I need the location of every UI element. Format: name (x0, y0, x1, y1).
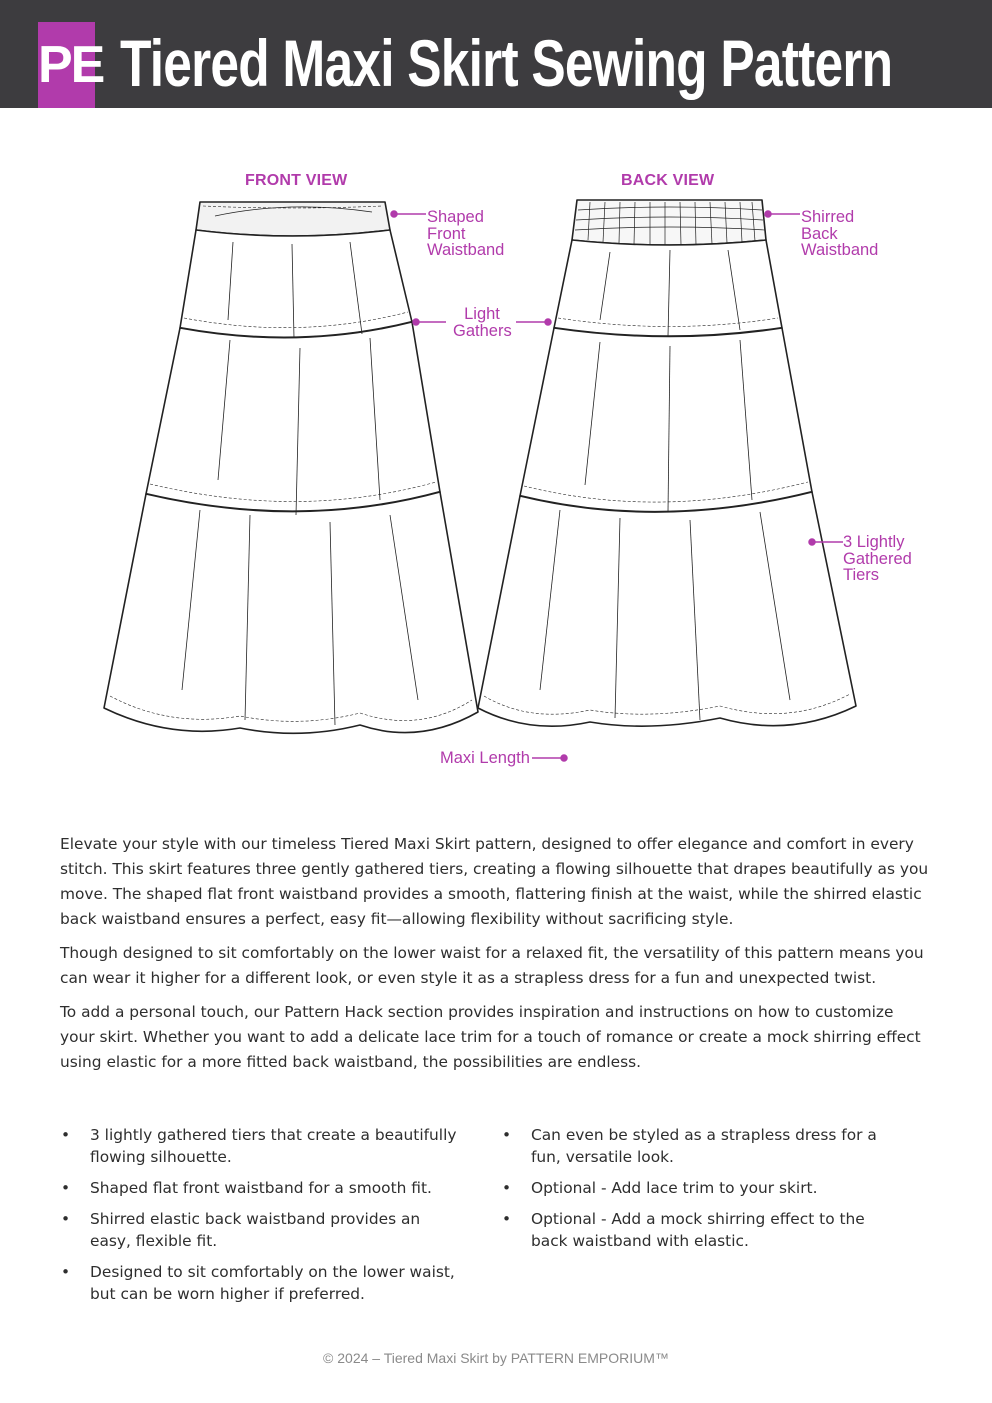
callout-shaped-front-waistband (427, 209, 504, 259)
callout-line: Shirred (801, 208, 855, 226)
feature-item: • Shaped flat front waistband for a smooth fit. (60, 1177, 460, 1199)
front-skirt-illustration (104, 202, 478, 733)
callout-line: Back (801, 224, 838, 243)
feature-item: • Shirred elastic back waistband provides an easy, flexible fit. (60, 1208, 460, 1252)
description (60, 832, 932, 1084)
leader-maxi-length (532, 755, 567, 761)
leader-tiers (809, 539, 843, 545)
leader-light-gathers-back (516, 319, 551, 325)
callout-line: Tiers (843, 566, 880, 584)
leader-shaped-front-waistband (391, 211, 426, 217)
callout-line: 3 Lightly (843, 533, 905, 551)
feature-item: • Designed to sit comfortably on the lower waist, but can be worn higher if preferred. (60, 1261, 460, 1305)
front-view-label: FRONT VIEW (245, 172, 348, 189)
feature-list-left (60, 1124, 460, 1314)
feature-list-right (501, 1124, 901, 1261)
callout-maxi-length: Maxi Length (440, 749, 530, 767)
pe-logo: PE (38, 22, 95, 108)
callout-shirred-back-waistband (801, 209, 878, 259)
feature-item: • Optional - Add lace trim to your skirt. (501, 1177, 901, 1199)
description-paragraph: To add a personal touch, our Pattern Hack section provides inspiration and instructions on how to customize your skirt. Whether you want to add a delicate lace trim for a touch of romance or create a mock shirring effect using elastic for a more fitted back waistband, the possibilities are endless. (60, 1003, 921, 1071)
callout-line: Gathered (843, 549, 912, 568)
front-tier-3 (104, 492, 478, 733)
callout-line: Waistband (801, 241, 879, 259)
callout-line: Front (427, 224, 466, 243)
callout-line: Light (464, 305, 500, 323)
callout-light-gathers (453, 306, 511, 339)
feature-item: • Can even be styled as a strapless dress for a fun, versatile look. (501, 1124, 901, 1168)
front-tier-2 (146, 322, 440, 512)
back-tier-3 (478, 492, 856, 726)
description-paragraph: Though designed to sit comfortably on the lower waist for a relaxed fit, the versatility of this pattern means you can wear it higher for a different look, or even style it as a strapless dress for a fun and unexpected twist. (60, 944, 924, 987)
callout-line: Waistband (427, 241, 505, 259)
leader-shirred-back-waistband (765, 211, 800, 217)
leader-light-gathers-front (413, 319, 446, 325)
callout-lightly-gathered-tiers (843, 534, 912, 584)
feature-item: • Optional - Add a mock shirring effect to the back waistband with elastic. (501, 1208, 901, 1252)
description-paragraph: Elevate your style with our timeless Tiered Maxi Skirt pattern, designed to offer elegance and comfort in every stitch. This skirt features three gently gathered tiers, creating a flowing silhouette that drapes beautifully as you move. The shaped flat front waistband provides a smooth, flattering finish at the waist, while the shirred elastic back waistband ensures a perfect, easy fit—allowing flexibility without sacrificing style. (60, 835, 929, 928)
page-title: Tiered Maxi Skirt Sewing Pattern (120, 26, 893, 100)
back-view-label: BACK VIEW (621, 172, 715, 189)
back-tier-2 (520, 328, 812, 512)
front-tier-1 (180, 230, 412, 338)
feature-item: • 3 lightly gathered tiers that create a beautifully flowing silhouette. (60, 1124, 460, 1168)
callout-line: Gathers (453, 321, 512, 340)
back-skirt-illustration (478, 200, 856, 726)
callout-line: Shaped (427, 208, 484, 226)
footer-copyright: © 2024 – Tiered Maxi Skirt by PATTERN EMPORIUM™ (323, 1350, 669, 1366)
